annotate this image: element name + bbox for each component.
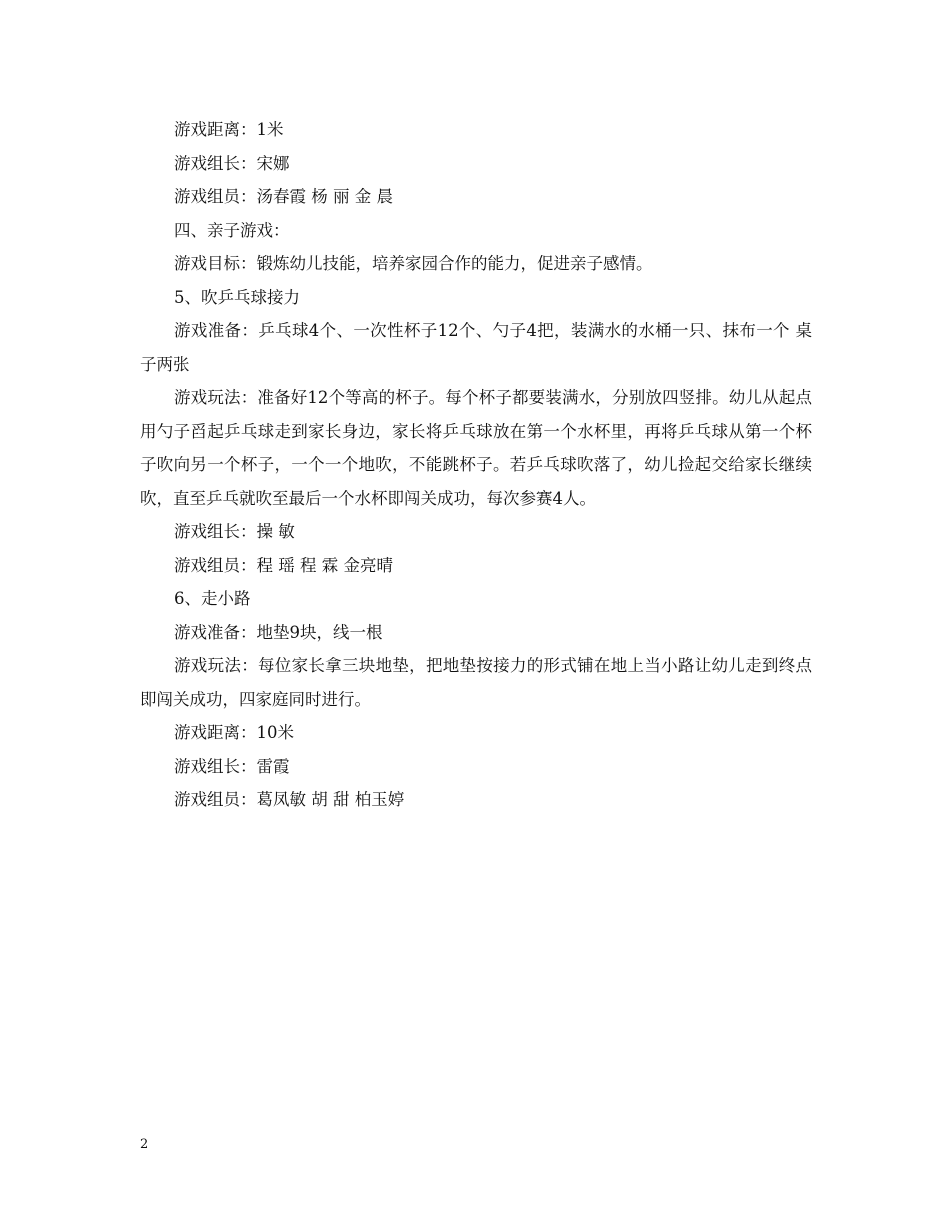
para-game-prep-5: 游戏准备：乒乓球4个、一次性杯子12个、勺子4把，装满水的水桶一只、抹布一个 桌子两张 bbox=[140, 321, 812, 374]
para-group-leader-1: 游戏组长：宋娜 bbox=[174, 153, 290, 173]
game-title-5: 5、吹乒乓球接力 bbox=[174, 287, 300, 307]
para-game-rules-6: 游戏玩法：每位家长拿三块地垫，把地垫按接力的形式铺在地上当小路让幼儿走到终点即闯关成功，四家庭同时进行。 bbox=[140, 656, 812, 709]
section-heading-parent-child-games: 四、亲子游戏： bbox=[174, 220, 290, 240]
para-game-goal: 游戏目标：锻炼幼儿技能，培养家园合作的能力，促进亲子感情。 bbox=[174, 254, 653, 273]
page-number: 2 bbox=[140, 1137, 149, 1152]
para-group-members-5: 游戏组员：程 瑶 程 霖 金亮晴 bbox=[174, 555, 393, 575]
para-game-distance-6: 游戏距离：10米 bbox=[174, 723, 294, 742]
para-group-members-1: 游戏组员：汤春霞 杨 丽 金 晨 bbox=[174, 187, 393, 206]
para-game-distance-1: 游戏距离：1米 bbox=[174, 120, 284, 139]
document-body bbox=[140, 113, 812, 817]
para-group-members-6: 游戏组员：葛凤敏 胡 甜 柏玉婷 bbox=[174, 790, 405, 809]
para-game-rules-5: 游戏玩法：准备好12个等高的杯子。每个杯子都要装满水，分别放四竖排。幼儿从起点用勺子舀起乒乓球走到家长身边，家长将乒乓球放在第一个水杯里，再将乒乓球从第一个杯子吹向另一个杯子，一个一个地吹，不能跳杯子。若乒乓球吹落了，幼儿捡起交给家长继续吹，直至乒乓就吹至最后一个水杯即闯关成功，每次参赛4人。 bbox=[140, 388, 812, 508]
para-group-leader-5: 游戏组长：操 敏 bbox=[174, 522, 295, 541]
game-title-6: 6、走小路 bbox=[174, 589, 251, 608]
para-game-prep-6: 游戏准备：地垫9块，线一根 bbox=[174, 622, 383, 642]
para-group-leader-6: 游戏组长：雷霞 bbox=[174, 756, 290, 776]
